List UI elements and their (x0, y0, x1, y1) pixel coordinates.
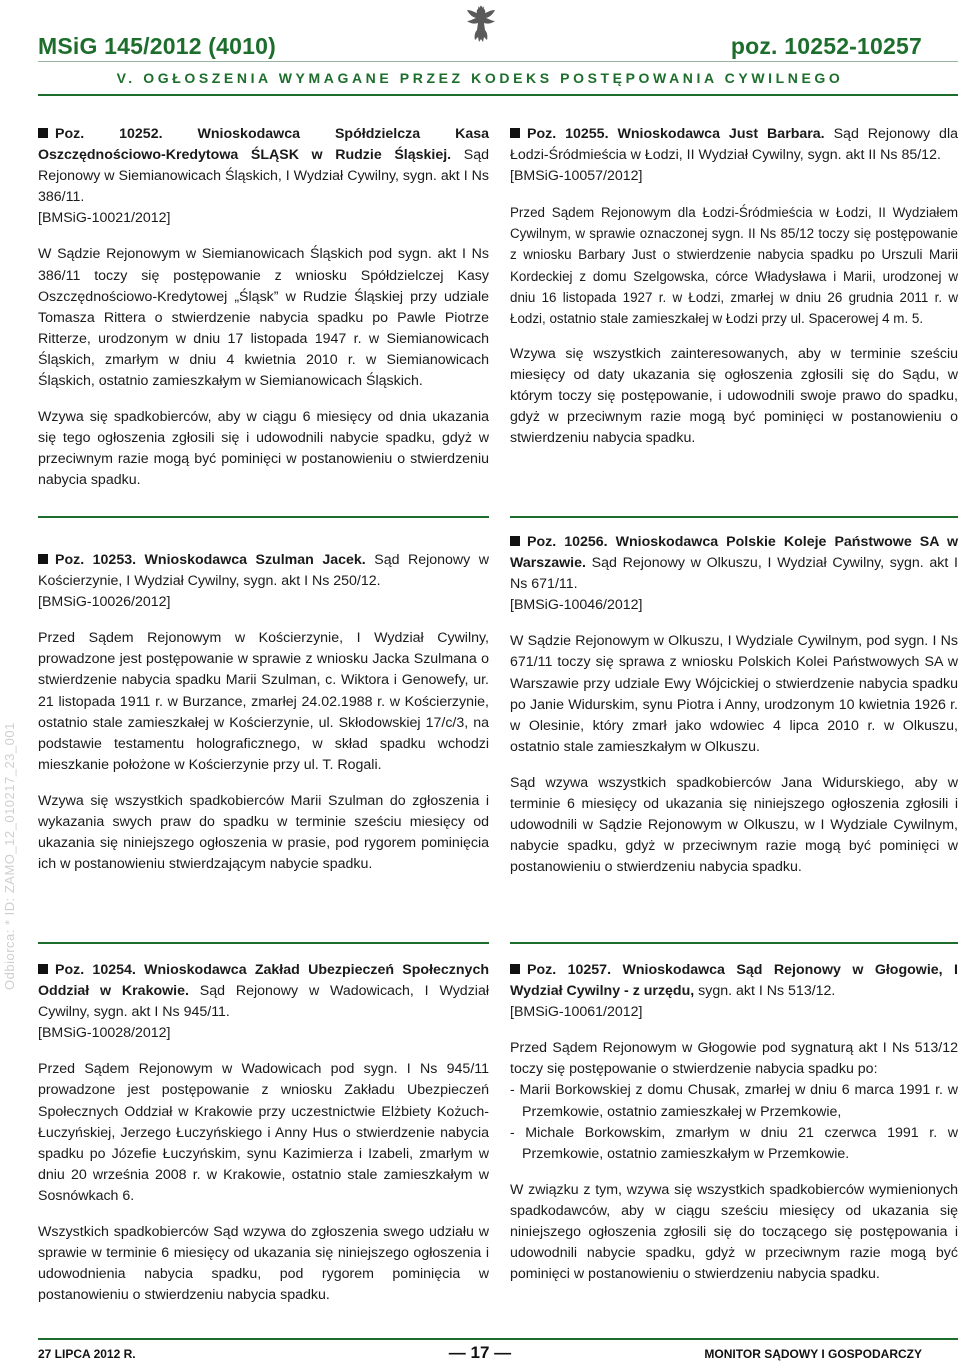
bullet-icon (38, 554, 48, 564)
notice-court: sygn. akt I Ns 513/12. (698, 983, 836, 1000)
bullet-icon (510, 128, 520, 138)
notice-court: Sąd Rejonowy w Kościerzynie, I Wydział Cywilny, sygn. akt I Ns 250/12. (38, 552, 489, 590)
page-number: — 17 — (448, 1343, 512, 1362)
notice-summons: Wzywa się spadkobierców, aby w ciągu 6 miesięcy od dnia ukazania się tego ogłoszenia zgłosili się i udowodnili nabycie spadku, gdyż w przeciwnym razie mogą być pominięci w postanowieniu o stwierdzeniu nabycia spadku. (38, 409, 489, 489)
notice-heading: Poz. 10257. Wnioskodawca Sąd Rejonowy w Głogowie, I Wydział Cywilny - z urzędu, (510, 962, 958, 1000)
notice-body: Przed Sądem Rejonowym w Wadowicach pod sygn. I Ns 945/11 prowadzone jest postępowanie z wniosku Zakładu Ubezpieczeń Społecznych Oddział w Krakowie przy uczestnictwie Elżbiety Kożuch-Łuczyńskiej, Jerzego Łuczyńskiego i Anny Hus o stwierdzenie nabycia spadku po Józefie Łuczyńskim, synu Kazimierza i Izabeli, zmarłym w dniu 20 września 2008 r. w Krakowie, ostatnio stale zamieszkałym w Sosnówkach 6. (38, 1061, 489, 1204)
notice-court: Sąd Rejonowy w Siemianowicach Śląskich, I Wydział Cywilny, sygn. akt I Ns 386/11. (38, 147, 489, 206)
notice-10255 (510, 124, 958, 449)
notice-body: W Sądzie Rejonowym w Siemianowicach Śląskich pod sygn. akt I Ns 386/11 toczy się postępowanie z wniosku Spółdzielczej Kasy Oszczędnościowo-Kredytowej „Śląsk” w Rudzie Śląskiej przy udziale Tomasza Rittera o stwierdzenie nabycia spadku po Pawle Piotrze Ritterze, urodzonym w dniu 17 listopada 1947 r. w Siemianowicach Śląskich, zmarłym w dniu 4 kwietnia 2010 r. w Siemianowicach Śląskich, ostatnio zamieszkałym w Siemianowicach Śląskich. (38, 246, 489, 390)
notice-ref: [BMSiG-10061/2012] (510, 1004, 643, 1021)
bullet-icon (510, 536, 520, 546)
notice-heading: Poz. 10252. Wnioskodawca Spółdzielcza Kasa Oszczędnościowo-Kredytowa ŚLĄSK w Rudzie Śląskiej. (38, 126, 489, 164)
notice-ref: [BMSiG-10046/2012] (510, 597, 643, 614)
notice-10253 (38, 550, 489, 875)
block-divider (38, 516, 489, 518)
notice-heading: Poz. 10253. Wnioskodawca Szulman Jacek. (55, 552, 366, 568)
notice-body: Przed Sądem Rejonowym w Kościerzynie, I Wydział Cywilny, prowadzone jest postępowanie w sprawie z wniosku Jacka Szulmana o stwierdzenie nabycia spadku Marii Szulman, c. Wiktora i Genowefy, ur. 21 listopada 1911 r. w Burzance, zmarłej 24.02.1988 r. w Kościerzynie, ostatnio stale zamieszkałej w Kościerzynie, ul. Skłodowskiej 17/c/3, na podstawie testamentu holograficznego, w skład spadku wchodzi mieszkanie położone w Kościerzynie przy ul. T. Rogali. (38, 630, 489, 773)
block-divider (38, 942, 489, 944)
notice-list-item: - Michale Borkowskim, zmarłym w dniu 21 czerwca 1991 r. w Przemkowie, ostatnio zamieszkałym w Przemkowie. (510, 1124, 958, 1162)
recipient-watermark: Odbiorca: * ID: ZAMO_12_010217_23_001 (2, 722, 17, 990)
notice-ref: [BMSiG-10026/2012] (38, 594, 171, 611)
section-divider (38, 94, 958, 96)
bullet-icon (38, 964, 48, 974)
journal-issue: MSiG 145/2012 (4010) (38, 33, 276, 59)
notice-ref: [BMSiG-10028/2012] (38, 1025, 171, 1042)
notice-body: Przed Sądem Rejonowym w Głogowie pod sygnaturą akt I Ns 513/12 toczy się postępowanie o stwierdzenie nabycia spadku po: (510, 1040, 958, 1078)
notice-list-item: - Marii Borkowskiej z domu Chusak, zmarłej w dniu 6 marca 1991 r. w Przemkowie, ostatnio zamieszkałej w Przemkowie, (510, 1082, 958, 1120)
notice-10257 (510, 960, 958, 1285)
notice-summons: Sąd wzywa wszystkich spadkobierców Jana Widurskiego, aby w terminie 6 miesięcy od ukazania się niniejszego ogłoszenia zgłosili i udowodnili w Sądzie Rejonowym w Olkuszu, w I Wydziale Cywilnym, nabycie spadku, gdyż w przeciwnym razie mogą być pominięci w postanowieniu o stwierdzeniu nabycia spadku. (510, 774, 958, 876)
notice-court: Sąd Rejonowy w Olkuszu, I Wydział Cywilny, sygn. akt I Ns 671/11. (510, 555, 958, 593)
notice-heading: Poz. 10255. Wnioskodawca Just Barbara. (527, 126, 825, 142)
bullet-icon (510, 964, 520, 974)
notice-heading: Poz. 10256. Wnioskodawca Polskie Koleje Państwowe SA w Warszawie. (510, 534, 958, 572)
notice-summons: Wzywa się wszystkich zainteresowanych, aby w terminie sześciu miesięcy od daty ukazania się ogłoszenia zgłosili się do Sądu, w którym toczy się postępowanie, i udowodnili swoje prawo do spadku, gdyż w przeciwnym razie mogą być pominięci w postanowieniu o stwierdzeniu nabycia spadku. (510, 345, 958, 447)
bullet-icon (38, 128, 48, 138)
notice-summons: W związku z tym, wzywa się wszystkich spadkobierców wymienionych spadkodawców, aby w ciągu sześciu miesięcy od ukazania się niniejszego ogłoszenia zgłosili się do toczącego się postępowania i udowodnili nabycie spadku, gdyż w przeciwnym razie mogą być pominięci w postanowieniu o stwierdzeniu nabycia spadku. (510, 1181, 958, 1283)
notice-10254 (38, 960, 489, 1306)
polish-eagle-emblem-icon (464, 4, 498, 46)
notice-10256 (510, 532, 958, 878)
section-title: V. OGŁOSZENIA WYMAGANE PRZEZ KODEKS POSTĘPOWANIA CYWILNEGO (116, 70, 844, 86)
notice-ref: [BMSiG-10057/2012] (510, 168, 643, 185)
notice-heading: Poz. 10254. Wnioskodawca Zakład Ubezpieczeń Społecznych Oddział w Krakowie. (38, 962, 489, 1000)
footer-divider (38, 1338, 958, 1340)
notice-ref: [BMSiG-10021/2012] (38, 210, 171, 227)
notice-summons: Wszystkich spadkobierców Sąd wzywa do zgłoszenia swego udziału w sprawie w terminie 6 miesięcy od ukazania się niniejszego ogłoszenia i udowodnienia nabycia spadku, pod rygorem pominięcia w postanowieniu o stwierdzeniu nabycia spadku. (38, 1224, 489, 1304)
notice-10252 (38, 124, 489, 492)
notice-body: W Sądzie Rejonowym w Olkuszu, I Wydziale Cywilnym, pod sygn. I Ns 671/11 toczy się sprawa z wniosku Polskich Kolei Państwowych SA w Warszawie przy udziale Ewy Wójcickiej o stwierdzenie nabycia spadku po Janie Widurskim, synu Piotra i Anny, urodzonym 10 kwietnia 1926 r. w Olesinie, który zmarł jako wdowiec 4 lipca 2010 r. w Olkuszu, ostatnio stale zamieszkałym w Olkuszu. (510, 633, 958, 755)
issue-date: 27 LIPCA 2012 R. (38, 1347, 136, 1361)
notice-court: Sąd Rejonowy dla Łodzi-Śródmieścia w Łodzi, II Wydział Cywilny, sygn. akt II Ns 85/12. (510, 126, 958, 164)
header-divider (38, 61, 958, 62)
notice-summons: Wzywa się wszystkich spadkobierców Marii Szulman do zgłoszenia i wykazania swych praw do spadku w terminie sześciu miesięcy od ukazania się niniejszego ogłoszenia w prasie, pod rygorem pominięcia ich w postanowieniu stwierdzającym nabycie spadku. (38, 792, 489, 873)
block-divider (510, 942, 958, 944)
notice-body: Przed Sądem Rejonowym dla Łodzi-Śródmieścia w Łodzi, II Wydziałem Cywilnym, w sprawie oznaczonej sygn. II Ns 85/12 toczy się postępowanie z wniosku Barbary Just o stwierdzenie nabycia spadku po Urszuli Marii Kordeckiej z domu Szelgowska, córce Władysława i Marii, urodzonej w dniu 16 listopada 1927 r. w Łodzi, zmarłej w dniu 26 grudnia 2011 r. w Łodzi, ostatnio stale zamieszkałej w Łodzi przy ul. Spacerowej 4 m. 5. (510, 205, 958, 326)
notice-court: Sąd Rejonowy w Wadowicach, I Wydział Cywilny, sygn. akt I Ns 945/11. (38, 983, 489, 1021)
positions-range: poz. 10252-10257 (730, 33, 922, 59)
publisher-name: MONITOR SĄDOWY I GOSPODARCZY (704, 1347, 922, 1361)
block-divider (510, 516, 958, 518)
page-number-value: 17 (470, 1343, 490, 1362)
